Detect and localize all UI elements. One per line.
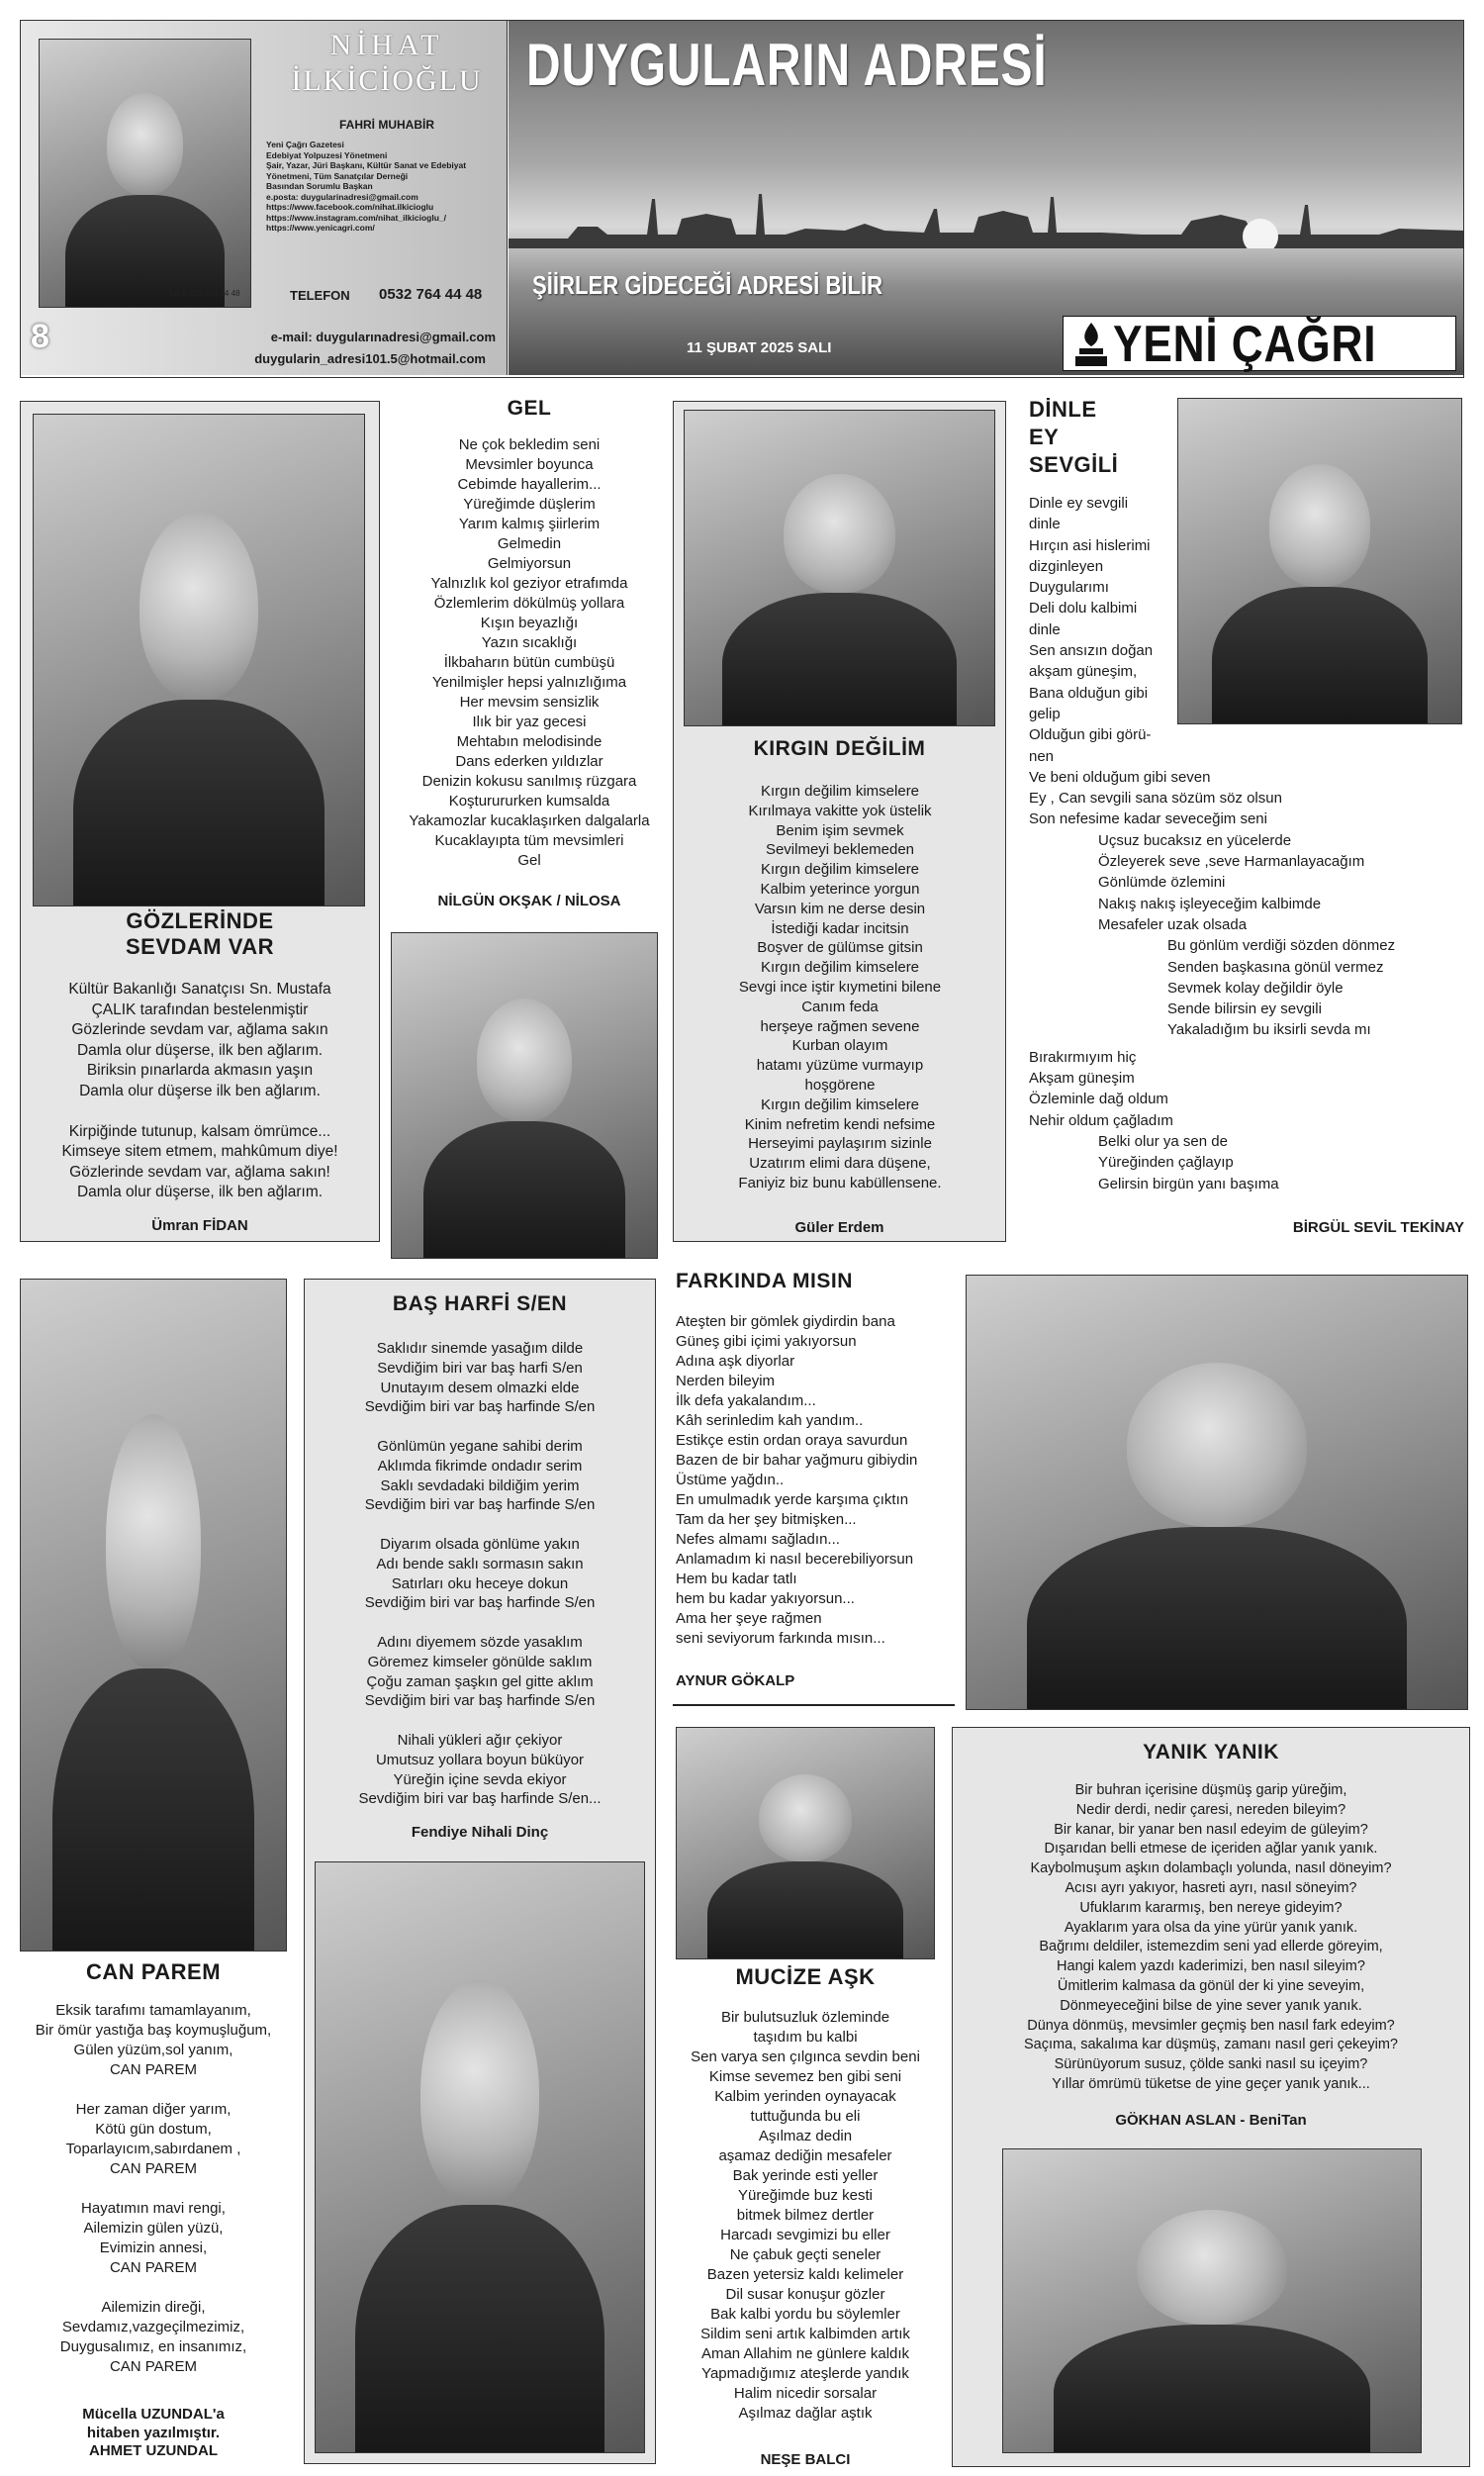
poem-author: Fendiye Nihali Dinç — [411, 1824, 549, 1841]
info-line: Yeni Çağrı Gazetesi — [266, 140, 344, 149]
poem-line: Ey , Can sevgili sana sözüm söz olsun — [1029, 790, 1282, 808]
info-line: https://www.facebook.com/nihat.ilkicioglu — [266, 202, 434, 212]
info-line: Şair, Yazar, Jüri Başkanı, Kültür Sanat ve Edebiyat — [266, 160, 467, 170]
info-line: https://www.yenicagri.com/ — [266, 223, 375, 233]
poem-author: Ümran FİDAN — [151, 1217, 248, 1234]
poem-title: MUCİZE AŞK — [735, 1964, 876, 1989]
author-photo-aynur — [966, 1275, 1468, 1710]
info-line: Yönetmeni, Tüm Sanatçılar Derneği — [266, 170, 409, 181]
poem-line: Gelirsin birgün yanı başıma — [1098, 1175, 1279, 1192]
photo-caption: Nihat İlkicioğlu — [168, 277, 225, 287]
poem-text: Ateşten bir gömlek giydirdin bana Güneş gibi içimi yakıyorsun Adına aşk diyorlar Nerden bileyim İlk defa yakalandım... Kâh serinledim kah yandım.. Estikçe estin ordan oraya savurdun Bazen de bir bahar yağmuru gibiydin Üstüme yağdın.. En umulmadık yerde karşıma çıktın Tam da her şey bitmişken... Nefes almamı sağladın... Anlamadım ki nasıl becerebiliyorsun Hem bu kadar tatlı hem bu kadar yakıyorsun... Ama her şeye rağmen seni seviyorum farkında mısın... — [676, 1313, 918, 1647]
poem-line: Dinle ey sevgili — [1029, 495, 1129, 512]
poem-title: BAŞ HARFİ S/EN — [392, 1292, 568, 1315]
poem-note: Mücella UZUNDAL'a hitaben yazılmıştır. — [82, 2406, 225, 2441]
title-area — [509, 21, 1463, 375]
poem-author: BİRGÜL SEVİL TEKİNAY — [1292, 1219, 1464, 1236]
poem-line: Mesafeler uzak olsada — [1098, 915, 1248, 933]
poem-line: Belki olur ya sen de — [1098, 1132, 1228, 1150]
author-photo-nilgun — [391, 932, 658, 1259]
poem-title: CAN PAREM — [85, 1959, 222, 1984]
poem-text: Eksik tarafımı tamamlayanım, Bir ömür yastığa baş koymuşluğum, Gülen yüzüm,sol yanım, CAN PAREM Her zaman diğer yarım, Kötü gün dostum, Toparlayıcım,sabırdanem , CAN PAREM Hayatımın mavi rengi, Ailemizin gülen yüzü, Evimizin annesi, CAN PAREM Ailemizin direği, Sevdamız,vazgeçilmezimiz, Duygusalımız, en insanımız, CAN PAREM — [35, 2002, 272, 2375]
poem-line: Özleminle dağ oldum — [1029, 1091, 1168, 1108]
poem-line: dinle — [1029, 516, 1061, 533]
poem-title: GÖZLERİNDE SEVDAM VAR — [125, 908, 275, 959]
poem-title: DİNLE EY SEVGİLİ — [1029, 397, 1119, 477]
poem-can — [20, 1279, 287, 2461]
newspaper-logo — [1063, 316, 1456, 371]
poem-line: akşam güneşim, — [1029, 663, 1138, 681]
poem-text: Ne çok bekledim seni Mevsimler boyunca Cebimde hayallerim... Yüreğimde düşlerim Yarım kalmış şiirlerim Gelmedin Gelmiyorsun Yalnızlık kol geziyor etrafımda Özlemlerim dökülmüş yollara Kışın beyazlığı Yazın sıcaklığı İlkbaharın bütün cumbüşü Yenilmişler hepsi yalnızlığıma Her mevsim sensizlik Ilık bir yaz gecesi Mehtabın melodisinde Dans ederken yıldızlar Denizin kokusu sanılmış rüzgara Koşturururken kumsalda Yakamozlar kucaklaşırken dalgalarla Kucaklayıpta tüm mevsimleri Gel — [409, 436, 650, 869]
poem-line: gelip — [1029, 705, 1061, 722]
poem-dinle — [1024, 396, 1469, 1257]
poem-mucize — [661, 1964, 950, 2474]
poem-line: Yakaladığım bu iksirli sevda mı — [1167, 1021, 1371, 1039]
author-photo-guler — [684, 410, 995, 726]
poem-line: Olduğun gibi görü- — [1029, 726, 1152, 744]
poem-line: Özleyerek seve ,seve Harmanlayacağım — [1098, 853, 1365, 871]
poem-text: Bir buhran içerisine düşmüş garip yüreğim, Nedir derdi, nedir çaresi, nereden bileyim? Bir kanar, bir yanar ben nasıl edeyim de güleyim? Dışarıdan belli etmese de içeriden ağlar yanık yanık. Kaybolmuşum aşkın dolambaçlı yolunda, nasıl döneyim? Acısı ayrı yakıyor, hasreti ayrı, nasıl söneyim? Ufuklarım kararmış, ben nereye gideyim? Ayaklarım yara olsa da yine yürür yanık yanık. Bağrımı deldiler, istemezdim seni yad ellerde göreyim, Hangi kalem yazdı kaderimizi, ben nasıl sileyim? Ümitlerim kalmasa da gönül der ki yine seveyim, Dönmeyeceğini bilse de yine sever yanık yanık. Dünya dönmüş, mevsimler geçmiş ben nasıl fark edeyim? Saçıma, sakalıma kar düşmüş, zamanı nasıl geri çekeyim? Sürünüyorum susuz, çölde sanki nasıl su içeyim? Yıllar ömrümü tüketse de yine geçer yanık yanık... — [1024, 1782, 1398, 2092]
poem-author: AHMET UZUNDAL — [89, 2442, 218, 2459]
poem-line: Ve beni olduğum gibi seven — [1029, 768, 1211, 786]
author-photo-nese — [676, 1727, 935, 1959]
columnist-block — [21, 21, 508, 375]
info-line: e.posta: duygularinadresi@gmail.com — [266, 191, 418, 202]
poem-title: KIRGIN DEĞİLİM — [753, 737, 926, 760]
poem-line: dizginleyen — [1029, 557, 1104, 575]
tagline: ŞİİRLER GİDECEĞİ ADRESİ BİLİR — [532, 270, 883, 300]
poem-line: Duygularımı — [1029, 579, 1109, 597]
poem-text: Bir bulutsuzluk özleminde taşıdım bu kalbi Sen varya sen çılgınca sevdin beni Kimse sevemez ben gibi seni Kalbim yerinden oynayacak tuttuğunda bu eli Aşılmaz dedin aşamaz dediğin mesafeler Bak yerinde esti yeller Yüreğimde buz kesti bitmek bilmez dertler Harcadı sevgimizi bu eller Ne çabuk geçti seneler Bazen yetersiz kaldı kelimeler Dil susar konuşur gözler Bak kalbi yordu bu söylemler Sildim seni artık kalbimden artık Aman Allahim ne günlere kaldık Yapmadığımız ateşlerde yandık Halim nicedir sorsalar Aşılmaz dağlar aştık — [691, 2009, 920, 2422]
poem-author: Güler Erdem — [794, 1219, 884, 1236]
poem-line: Sevmek kolay değildir öyle — [1167, 979, 1344, 997]
date: 11 ŞUBAT 2025 SALI — [687, 339, 832, 356]
poem-line: Bırakırmıyım hiç — [1029, 1048, 1137, 1066]
poem-box-kirgin — [673, 401, 1006, 1242]
columnist-photo — [39, 39, 251, 308]
poem-line: Akşam güneşim — [1029, 1070, 1135, 1088]
author-photo-gokhan — [1002, 2148, 1422, 2453]
poem-author: NEŞE BALCI — [760, 2451, 851, 2468]
page-number: 8 — [31, 318, 49, 355]
email-1: e-mail: duygularınadresi@gmail.com — [270, 330, 496, 344]
author-photo-ahmet — [20, 1279, 287, 1952]
poem-text: Kırgın değilim kimselere Kırılmaya vakitte yok üstelik Benim işim sevmek Sevilmeyi beklemeden Kırgın değilim kimselere Kalbim yeterince yorgun Varsın kim ne derse desin İstediği kadar incitsin Boşver de gülümse gitsin Kırgın değilim kimselere Sevgi ince iştir kıymetini bilene Canım feda herşeye rağmen sevene Kurban olayım hatamı yüzüme vurmayıp hoşgörene Kırgın değilim kimselere Kinim nefretim kendi nefsime Herseyimi paylaşırım sizinle Uzatırım elimi dara düşene, Faniyiz biz bunu kabüllensene. — [738, 783, 942, 1191]
poem-line: Uçsuz bucaksız en yücelerde — [1098, 831, 1292, 849]
poem-author: GÖKHAN ASLAN - BeniTan — [1115, 2112, 1307, 2129]
column-title: DUYGULARIN ADRESİ — [526, 32, 1048, 98]
poem-farkinda — [673, 1269, 955, 1714]
poem-box-bas — [304, 1279, 656, 2464]
columnist-role: FAHRİ MUHABİR — [339, 118, 434, 132]
header-banner — [20, 20, 1464, 378]
poem-line: dinle — [1029, 620, 1061, 638]
info-line: https://www.instagram.com/nihat_ilkicioglu_/ — [266, 212, 446, 223]
phone-label: TELEFON — [290, 288, 350, 303]
poem-author: NİLGÜN OKŞAK / NİLOSA — [437, 893, 621, 909]
newspaper-name: YENİ ÇAĞRI — [1113, 316, 1377, 373]
info-line: Edebiyat Yolpuzesi Yönetmeni — [266, 149, 388, 160]
poem-author: AYNUR GÖKALP — [676, 1672, 795, 1689]
columnist-info — [266, 140, 504, 234]
info-line: Basından Sorumlu Başkan — [266, 181, 373, 191]
email-2: duygularin_adresi101.5@hotmail.com — [254, 351, 486, 366]
poem-line: Sende bilirsin ey sevgili — [1167, 1000, 1322, 1018]
divider — [673, 1704, 955, 1706]
poem-box-gozlerinde — [20, 401, 380, 1242]
poem-line: Senden başkasına gönül vermez — [1167, 958, 1384, 976]
poem-gel — [386, 396, 673, 940]
torch-icon — [1071, 321, 1111, 368]
poem-line: Nehir oldum çağladım — [1029, 1111, 1173, 1129]
author-photo-fendiye — [315, 1861, 645, 2453]
poem-title: GEL — [507, 397, 552, 420]
poem-line: Nakış nakış işleyeceğim kalbimde — [1098, 895, 1322, 912]
poem-line: Deli dolu kalbimi — [1029, 600, 1138, 618]
poem-line: Bana olduğun gibi — [1029, 684, 1149, 702]
poem-text: Saklıdır sinemde yasağım dilde Sevdiğim biri var baş harfi S/en Unutayım desem olmazki elde Sevdiğim biri var baş harfinde S/en Gönlümün yegane sahibi derim Aklımda fikrimde ondadır serim Saklı sevdadaki bildiğim yerim Sevdiğim biri var baş harfinde S/en Diyarım olsada gönlüme yakın Adı bende saklı sormasın sakın Satırları oku heceye dokun Sevdiğim biri var baş harfinde S/en Adını diyemem sözde yasaklım Göremez kimseler gönülde saklım Çoğu zaman şaşkın gel gitte aklım Sevdiğim biri var baş harfinde S/en Nihali yükleri ağır çekiyor Umutsuz yollara boyun büküyor Yüreğin içine sevda ekiyor Sevdiğim biri var baş harfinde S/en... — [358, 1340, 602, 1808]
columnist-name-last: İLKİCİOĞLU — [291, 64, 483, 97]
poem-title: YANIK YANIK — [1143, 1741, 1279, 1763]
city-skyline — [509, 169, 1463, 248]
poem-text — [1029, 493, 1464, 1194]
columnist-name-first: NİHAT — [329, 29, 444, 61]
poem-title: FARKINDA MISIN — [676, 1270, 853, 1292]
poem-line: Hırçın asi hislerimi — [1029, 536, 1151, 554]
poem-line: Gönlümde özlemini — [1098, 874, 1226, 892]
poem-box-yanik — [952, 1727, 1470, 2467]
poem-line: Bu gönlüm verdiği sözden dönmez — [1167, 937, 1396, 955]
poem-line: Son nefesime kadar seveceğim seni — [1029, 810, 1267, 828]
photo-caption-tel: Tel: 0 532 764 44 48 — [168, 289, 240, 298]
poem-line: Sen ansızın doğan — [1029, 642, 1154, 660]
poem-text: Kültür Bakanlığı Sanatçısı Sn. Mustafa ÇALIK tarafından bestelenmiştir Gözlerinde sevdam var, ağlama sakın Damla olur düşerse, ilk ben ağlarım. Biriksin pınarlarda akmasın yaşın Damla olur düşerse ilk ben ağlarım. Kirpiğinde tutunup, kalsam ömrümce... Kimseye sitem etmem, mahkûmum diye! Gözlerinde sevdam var, ağlama sakın! Damla olur düşerse, ilk ben ağlarım. — [61, 981, 338, 1200]
author-photo-umran — [33, 414, 365, 906]
poem-line: nen — [1029, 747, 1055, 765]
phone-number: 0532 764 44 48 — [379, 286, 483, 303]
poem-line: Yüreğinden çağlayıp — [1098, 1154, 1234, 1172]
